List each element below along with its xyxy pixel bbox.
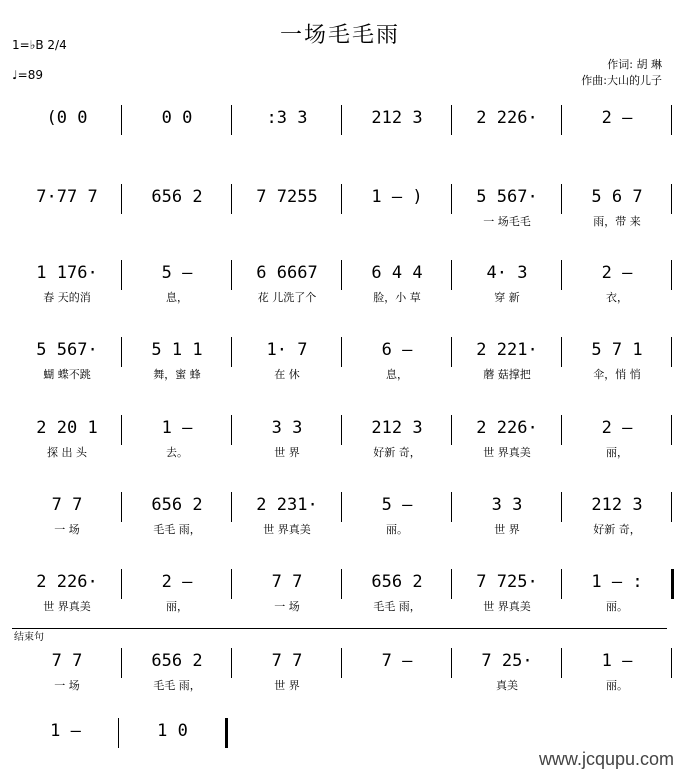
bar-line <box>341 415 342 445</box>
lyric-row <box>12 443 672 461</box>
measure: 212 3 <box>371 418 423 438</box>
measure: 5 7 1 <box>591 340 643 360</box>
measure: 7 – <box>381 651 413 671</box>
lyric-row <box>12 288 672 306</box>
measure: 2 – <box>161 572 193 592</box>
bar-line <box>561 260 562 290</box>
measure: 7·77 7 <box>36 187 98 207</box>
lyric-measure: 在 休 <box>274 368 300 381</box>
bar-line <box>121 337 122 367</box>
measure: 7 7 <box>271 572 303 592</box>
note-row <box>12 335 672 365</box>
measure: 2 226· <box>476 108 538 128</box>
measure: 3 3 <box>271 418 303 438</box>
bar-line <box>341 569 342 599</box>
measure: 5 567· <box>36 340 98 360</box>
bar-line <box>341 648 342 678</box>
lyric-measure: 世 界真美 <box>483 446 531 459</box>
lyric-measure <box>16 212 118 230</box>
lyric-row <box>12 676 672 694</box>
bar-line <box>561 648 562 678</box>
measure: 5 – <box>161 263 193 283</box>
composer-credit: 作曲:大山的儿子 <box>581 74 662 87</box>
measure: 1 – ) <box>371 187 423 207</box>
lyric-measure: 毛毛 雨， <box>153 679 201 692</box>
lyric-measure: 世 界 <box>274 446 300 459</box>
measure: 7 725· <box>476 572 538 592</box>
bar-line <box>451 415 452 445</box>
bar-line <box>451 260 452 290</box>
lyric-measure: 衣， <box>606 291 628 304</box>
measure: 5 567· <box>476 187 538 207</box>
lyric-measure: 一 场 <box>54 523 80 536</box>
bar-line <box>341 105 342 135</box>
bar-line <box>671 184 672 214</box>
bar-line <box>561 569 562 599</box>
lyric-measure <box>346 133 448 151</box>
bar-line <box>451 648 452 678</box>
lyric-measure: 毛毛 雨， <box>153 523 201 536</box>
lyric-measure: 去。 <box>166 446 188 459</box>
bar-line <box>231 415 232 445</box>
measure: 212 3 <box>371 108 423 128</box>
bar-line <box>671 260 672 290</box>
note-row <box>12 490 672 520</box>
note-row <box>12 567 672 597</box>
bar-line <box>231 184 232 214</box>
bar-line <box>231 569 232 599</box>
lyric-measure <box>16 133 118 151</box>
bar-line <box>341 492 342 522</box>
lyric-measure: 舞，蜜 蜂 <box>153 368 201 381</box>
measure: 6 – <box>381 340 413 360</box>
measure: 1 – : <box>591 572 643 592</box>
lyric-measure: 丽。 <box>606 679 628 692</box>
bar-line <box>451 492 452 522</box>
measure: 212 3 <box>591 495 643 515</box>
measure: 3 3 <box>491 495 523 515</box>
lyric-measure <box>126 133 228 151</box>
measure: 7 7 <box>51 651 83 671</box>
lyric-measure: 真美 <box>496 679 518 692</box>
measure: 2 226· <box>476 418 538 438</box>
bar-line <box>121 105 122 135</box>
measure: 6 4 4 <box>371 263 423 283</box>
bar-line <box>225 718 228 748</box>
lyric-measure: 脸，小 草 <box>373 291 421 304</box>
lyric-measure <box>236 133 338 151</box>
lyric-row <box>12 365 672 383</box>
tempo-marking: ♩=89 <box>12 68 43 82</box>
lyric-measure <box>566 133 668 151</box>
lyric-measure <box>123 746 222 764</box>
bar-line <box>121 260 122 290</box>
lyric-measure <box>16 746 115 764</box>
lyric-measure: 息， <box>166 291 188 304</box>
measure: 4· 3 <box>486 263 528 283</box>
lyric-measure <box>346 212 448 230</box>
bar-line <box>671 415 672 445</box>
measure: 2 231· <box>256 495 318 515</box>
lyric-measure <box>126 212 228 230</box>
bar-line <box>451 569 452 599</box>
bar-line <box>451 105 452 135</box>
bar-line <box>671 648 672 678</box>
bar-line <box>121 492 122 522</box>
measure: 5 – <box>381 495 413 515</box>
measure: 2 226· <box>36 572 98 592</box>
measure: 0 0 <box>161 108 193 128</box>
measure: 656 2 <box>151 651 203 671</box>
lyric-row <box>12 212 672 230</box>
measure: 7 7 <box>51 495 83 515</box>
measure: 7 7255 <box>256 187 318 207</box>
measure: 6 6667 <box>256 263 318 283</box>
measure: 1 176· <box>36 263 98 283</box>
measure: :3 3 <box>266 108 308 128</box>
measure: 2 – <box>601 263 633 283</box>
bar-line <box>341 260 342 290</box>
lyricist-credit: 作词: 胡 琳 <box>607 58 662 71</box>
lyric-measure: 世 界真美 <box>263 523 311 536</box>
lyric-measure: 蝴 蝶不跳 <box>43 368 91 381</box>
lyric-measure: 一 场毛毛 <box>483 215 531 228</box>
lyric-measure: 好新 奇， <box>593 523 641 536</box>
measure: 1 – <box>50 721 81 741</box>
bar-line <box>561 105 562 135</box>
measure: 656 2 <box>151 187 203 207</box>
lyric-measure: 丽， <box>606 446 628 459</box>
measure: 2 221· <box>476 340 538 360</box>
song-title: 一场毛毛雨 <box>279 23 400 48</box>
measure: 2 – <box>601 108 633 128</box>
lyric-measure: 世 界真美 <box>43 600 91 613</box>
bar-line <box>231 648 232 678</box>
lyric-measure: 蘑 菇撑把 <box>483 368 531 381</box>
bar-line <box>671 492 672 522</box>
note-row <box>12 716 672 746</box>
measure: 656 2 <box>371 572 423 592</box>
bar-line <box>121 415 122 445</box>
lyric-row <box>12 133 672 151</box>
bar-line <box>231 105 232 135</box>
lyric-measure: 穿 新 <box>494 291 520 304</box>
bar-line <box>121 648 122 678</box>
lyric-measure: 丽。 <box>386 523 408 536</box>
lyric-row <box>12 597 672 615</box>
ending-label: 结束句 <box>14 632 44 643</box>
measure: 1 – <box>601 651 633 671</box>
bar-line <box>231 337 232 367</box>
lyric-measure <box>456 133 558 151</box>
lyric-measure: 丽。 <box>606 600 628 613</box>
bar-line <box>451 337 452 367</box>
bar-line <box>671 569 674 599</box>
lyric-measure: 花 儿洗了个 <box>257 291 317 304</box>
measure: 5 6 7 <box>591 187 643 207</box>
lyric-measure: 探 出 头 <box>47 446 87 459</box>
bar-line <box>121 184 122 214</box>
bar-line <box>341 184 342 214</box>
note-row <box>12 258 672 288</box>
lyric-measure: 毛毛 雨， <box>373 600 421 613</box>
bar-line <box>121 569 122 599</box>
lyric-measure: 一 场 <box>54 679 80 692</box>
lyric-measure <box>236 212 338 230</box>
measure: 1 0 <box>157 721 188 741</box>
watermark: www.jcqupu.com <box>538 749 674 769</box>
lyric-measure: 息， <box>386 368 408 381</box>
bar-line <box>561 184 562 214</box>
measure: 656 2 <box>151 495 203 515</box>
ending-bracket-line <box>12 628 667 629</box>
note-row <box>12 182 672 212</box>
measure: 1 – <box>161 418 193 438</box>
note-row <box>12 413 672 443</box>
note-row <box>12 103 672 133</box>
measure: (0 0 <box>46 108 88 128</box>
lyric-measure: 一 场 <box>274 600 300 613</box>
bar-line <box>561 415 562 445</box>
lyric-measure: 丽， <box>166 600 188 613</box>
bar-line <box>671 337 672 367</box>
bar-line <box>671 105 672 135</box>
measure: 7 7 <box>271 651 303 671</box>
bar-line <box>118 718 119 748</box>
lyric-measure: 春 天的消 <box>43 291 91 304</box>
measure: 2 20 1 <box>36 418 98 438</box>
bar-line <box>561 337 562 367</box>
lyric-measure: 伞，悄 悄 <box>593 368 641 381</box>
bar-line <box>451 184 452 214</box>
measure: 1· 7 <box>266 340 308 360</box>
lyric-measure: 世 界 <box>494 523 520 536</box>
bar-line <box>231 492 232 522</box>
lyric-row <box>12 520 672 538</box>
bar-line <box>231 260 232 290</box>
bar-line <box>341 337 342 367</box>
key-signature: 1=♭B 2/4 <box>12 38 67 52</box>
bar-line <box>561 492 562 522</box>
lyric-measure: 雨，带 来 <box>593 215 641 228</box>
lyric-measure <box>346 676 448 694</box>
note-row <box>12 646 672 676</box>
lyric-measure: 世 界真美 <box>483 600 531 613</box>
measure: 2 – <box>601 418 633 438</box>
measure: 7 25· <box>481 651 533 671</box>
lyric-measure: 世 界 <box>274 679 300 692</box>
lyric-measure: 好新 奇， <box>373 446 421 459</box>
measure: 5 1 1 <box>151 340 203 360</box>
